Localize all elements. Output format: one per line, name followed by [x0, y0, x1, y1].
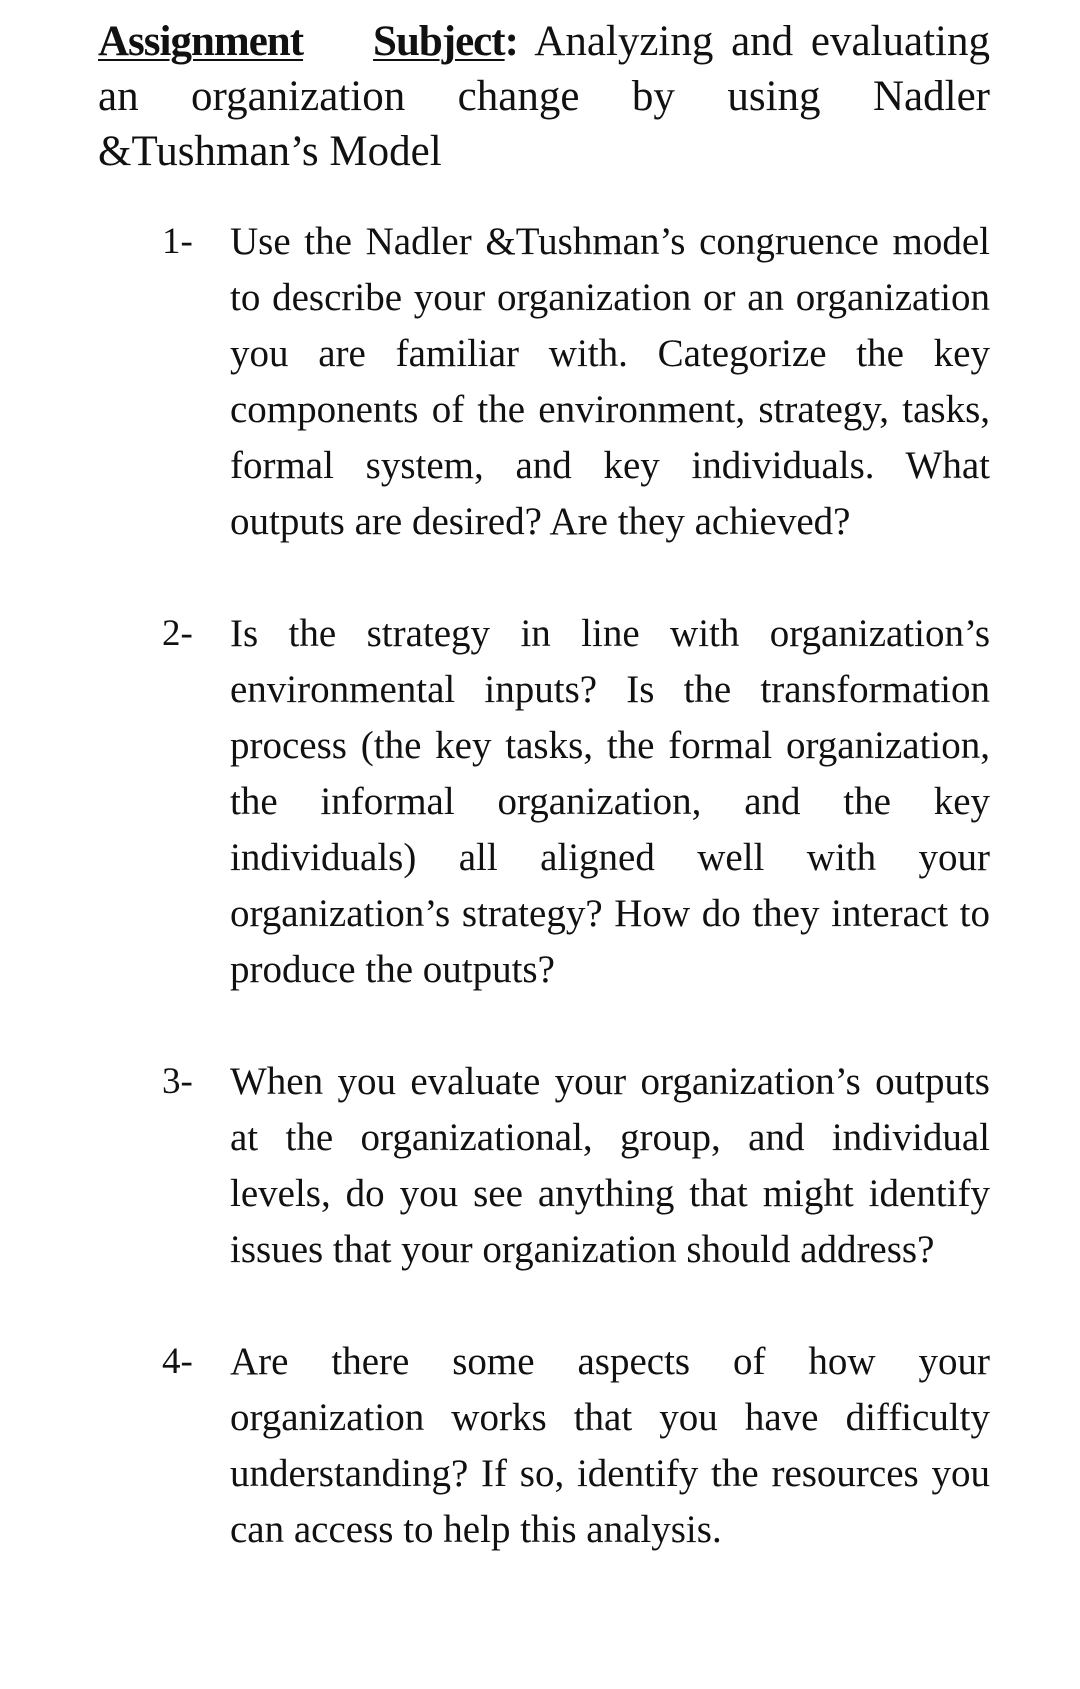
question-text: Are there some aspects of how your organization works that you have difficulty understanding? If so, identify the resources you can access to help this analysis. [230, 1340, 990, 1551]
question-list [162, 214, 990, 1614]
title-subject-text: Analyzing and evaluating an organization change by using Nadler &Tushman’s Model [98, 18, 990, 175]
question-number: 3- [162, 1061, 193, 1102]
question-item-2 [162, 606, 990, 998]
title-colon: : [504, 18, 519, 65]
question-text: Use the Nadler &Tushman’s congruence model to describe your organization or an organization you are familiar with. Categorize the key components of the environment, strategy, tasks, formal system, and key individuals. What outputs are desired? Are they achieved? [230, 220, 990, 543]
question-text: When you evaluate your organization’s outputs at the organizational, group, and individual levels, do you see anything that might identify issues that your organization should address? [230, 1060, 990, 1271]
title-word-assignment: Assignment [98, 18, 304, 65]
document [98, 14, 990, 1551]
question-number: 4- [162, 1341, 193, 1382]
assignment-title [98, 14, 990, 179]
question-item-4 [162, 1334, 990, 1558]
question-number: 2- [162, 613, 193, 654]
title-word-subject: Subject [373, 18, 505, 65]
question-number: 1- [162, 221, 193, 262]
question-item-1 [162, 214, 990, 550]
question-text: Is the strategy in line with organization’s environmental inputs? Is the transformation process (the key tasks, the formal organization, the informal organization, and the key individuals) all aligned well with your organization’s strategy? How do they interact to produce the outputs? [230, 612, 990, 991]
question-item-3 [162, 1054, 990, 1278]
